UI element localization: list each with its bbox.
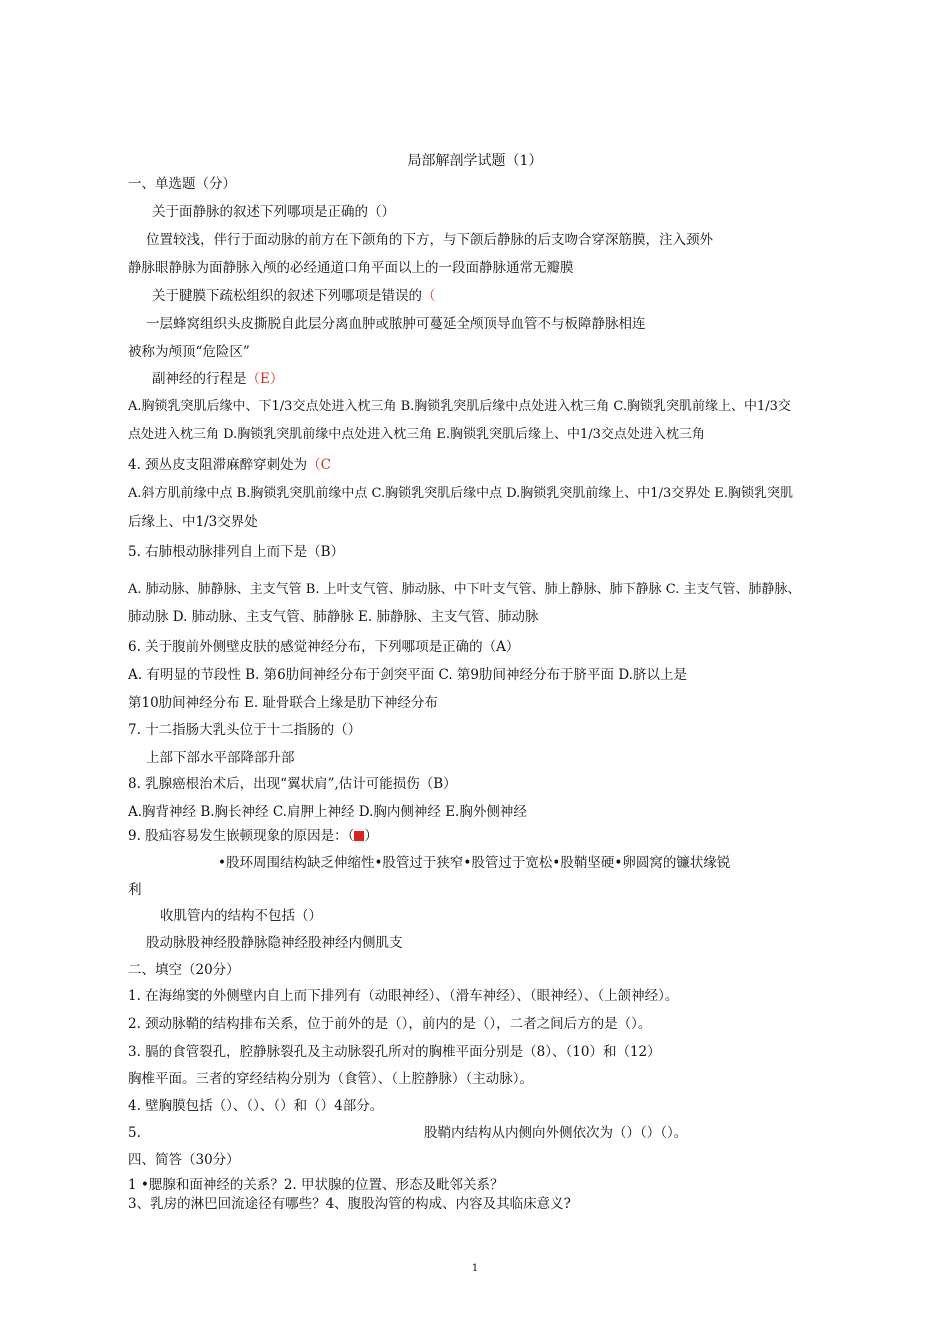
document-title: 局部解剖学试题（1） <box>407 153 543 169</box>
question-2-options-line-2: 被称为颅顶“危险区” <box>128 344 250 360</box>
question-8-options: A.胸背神经 B.胸长神经 C.肩胛上神经 D.胸内侧神经 E.胸外侧神经 <box>128 804 527 820</box>
question-7-options: 上部下部水平部降部升部 <box>146 750 295 766</box>
question-1-stem: 关于面静脉的叙述下列哪项是正确的（） <box>152 204 395 220</box>
question-10-stem: 收肌管内的结构不包括（） <box>160 908 322 924</box>
question-7-stem: 7. 十二指肠大乳头位于十二指肠的（） <box>128 722 362 738</box>
question-4-stem: 4. 颈丛皮支阻滞麻醉穿刺处为（C <box>128 457 332 473</box>
section-heading-single-choice: 一、单选题（分） <box>128 176 236 192</box>
fill-in-4: 4. 壁胸膜包括（）、（）、（）和（）4部分。 <box>128 1098 384 1114</box>
question-5-stem: 5. 右肺根动脉排列自上而下是（B） <box>128 544 345 560</box>
question-10-options: 股动脉股神经股静脉隐神经股神经内侧肌支 <box>146 935 403 951</box>
short-answer-line-1: 1 •腮腺和面神经的关系？2. 甲状腺的位置、形态及毗邻关系？ <box>128 1177 504 1193</box>
question-3-options-line-1: A.胸锁乳突肌后缘中、下1/3交点处进入枕三角 B.胸锁乳突肌后缘中点处进入枕三角 C.胸锁乳突肌前缘上、中1/3交 <box>128 399 791 414</box>
question-4-answer-mark: （C <box>307 457 332 473</box>
question-1-options-line-1: 位置较浅，伴行于面动脉的前方在下颌角的下方，与下颌后静脉的后支吻合穿深筋膜，注入颈外 <box>146 232 713 248</box>
short-answer-line-2: 3、乳房的淋巴回流途径有哪些？4、腹股沟管的构成、内容及其临床意义? <box>128 1196 571 1212</box>
fill-in-1: 1. 在海绵窦的外侧壁内自上而下排列有（动眼神经）、（滑车神经）、（眼神经）、（上颌神经）。 <box>128 988 679 1004</box>
question-1-options-line-2: 静脉眼静脉为面静脉入颅的必经通道口角平面以上的一段面静脉通常无瓣膜 <box>128 260 574 276</box>
question-2-answer-mark: （ <box>422 288 436 304</box>
question-3-stem: 副神经的行程是（E） <box>152 371 284 387</box>
question-6-stem: 6. 关于腹前外侧壁皮肤的感觉神经分布，下列哪项是正确的（A） <box>128 639 520 655</box>
fill-in-5-text: 股鞘内结构从内侧向外侧依次为（）（）（）。 <box>424 1125 688 1141</box>
question-2-options-line-1: 一层蜂窝组织头皮撕脱自此层分离血肿或脓肿可蔓延全颅顶导血管不与板障静脉相连 <box>146 316 646 332</box>
question-9-stem: 9. 股疝容易发生嵌顿现象的原因是：（ ） <box>128 828 378 844</box>
page-number: 1 <box>471 1263 479 1274</box>
question-6-options-line-2: 第10肋间神经分布 E. 耻骨联合上缘是肋下神经分布 <box>128 695 438 711</box>
question-5-options-line-1: A. 肺动脉、肺静脉、主支气管 B. 上叶支气管、肺动脉、中下叶支气管、肺上静脉、肺下静脉 C. 主支气管、肺静脉、 <box>128 582 801 597</box>
question-9-options-line-1: •股环周围结构缺乏伸缩性•股管过于狭窄•股管过于宽松•股鞘坚硬•卵圆窝的镰状缘锐 <box>218 855 731 871</box>
question-4-options-line-2: 后缘上、中1/3交界处 <box>128 514 258 530</box>
fill-in-3-line-1: 3. 膈的食管裂孔，腔静脉裂孔及主动脉裂孔所对的胸椎平面分别是（8）、（10）和（12） <box>128 1044 661 1060</box>
fill-in-3-line-2: 胸椎平面。三者的穿经结构分别为（食管）、（上腔静脉）（主动脉）。 <box>128 1071 533 1087</box>
question-3-answer-mark: （E） <box>246 371 284 387</box>
question-9-options-line-2: 利 <box>128 882 142 898</box>
question-8-stem: 8. 乳腺癌根治术后，出现“翼状肩”,估计可能损伤（B） <box>128 776 457 792</box>
red-square-icon <box>354 831 364 841</box>
section-heading-fill-in: 二、填空（20分） <box>128 962 240 978</box>
question-5-options-line-2: 肺动脉 D. 肺动脉、主支气管、肺静脉 E. 肺静脉、主支气管、肺动脉 <box>128 609 539 625</box>
fill-in-5-number: 5. <box>128 1125 141 1141</box>
question-3-options-line-2: 点处进入枕三角 D.胸锁乳突肌前缘中点处进入枕三角 E.胸锁乳突肌后缘上、中1/3交点处进入枕三角 <box>128 427 705 442</box>
question-6-options-line-1: A. 有明显的节段性 B. 第6肋间神经分布于剑突平面 C. 第9肋间神经分布于脐平面 D.脐以上是 <box>128 667 687 683</box>
question-4-options-line-1: A.斜方肌前缘中点 B.胸锁乳突肌前缘中点 C.胸锁乳突肌后缘中点 D.胸锁乳突肌前缘上、中1/3交界处 E.胸锁乳突肌 <box>128 486 793 501</box>
question-2-stem: 关于腱膜下疏松组织的叙述下列哪项是错误的（ <box>152 288 436 304</box>
fill-in-2: 2. 颈动脉鞘的结构排布关系，位于前外的是（），前内的是（），二者之间后方的是（）。 <box>128 1016 652 1032</box>
section-heading-short-answer: 四、简答（30分） <box>128 1152 240 1168</box>
